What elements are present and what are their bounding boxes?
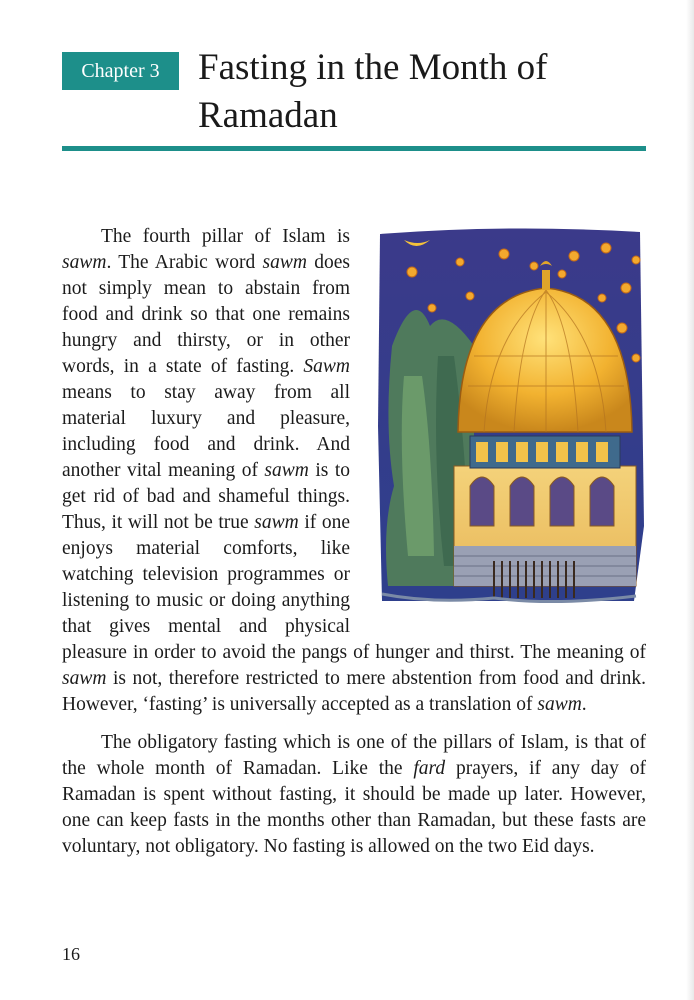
page-edge	[686, 0, 694, 1000]
paragraph-2: The obligatory fasting which is one of the pillars of Islam, is that of the whole month of Ramadan. Like the fard prayers, if any day of Ramadan is spent without fasting, it should be made up later. However, one can keep fasts in the months other than Ramadan, but these fasts are voluntary, not obligatory. No fasting is allowed on the two Eid days.	[62, 732, 646, 857]
chapter-badge: Chapter 3	[62, 52, 179, 90]
title-rule	[62, 146, 646, 151]
body-text	[62, 224, 646, 872]
paragraph-1: The fourth pillar of Islam is sawm. The Arabic word sawm does not simply mean to abstain from food and drink so that one remains hungry and thirsty, or in other words, in a state of fasting. Sawm means to stay away from all material luxury and pleasure, including food and drink. And another vital meaning of sawm is to get rid of bad and shameful things. Thus, it will not be true sawm if one enjoys material comforts, like watching television programmes or listening to music or doing anything that gives mental and physical pleasure in order to avoid the pangs of hunger and thirst. The meaning of sawm is not, therefore restricted to mere abstention from food and drink. However, ‘fasting’ is universally accepted as a translation of sawm.	[62, 226, 646, 715]
dome-of-the-rock-illustration	[374, 226, 646, 616]
page-number: 16	[62, 944, 80, 964]
chapter-title: Fasting in the Month of Ramadan	[198, 47, 548, 136]
